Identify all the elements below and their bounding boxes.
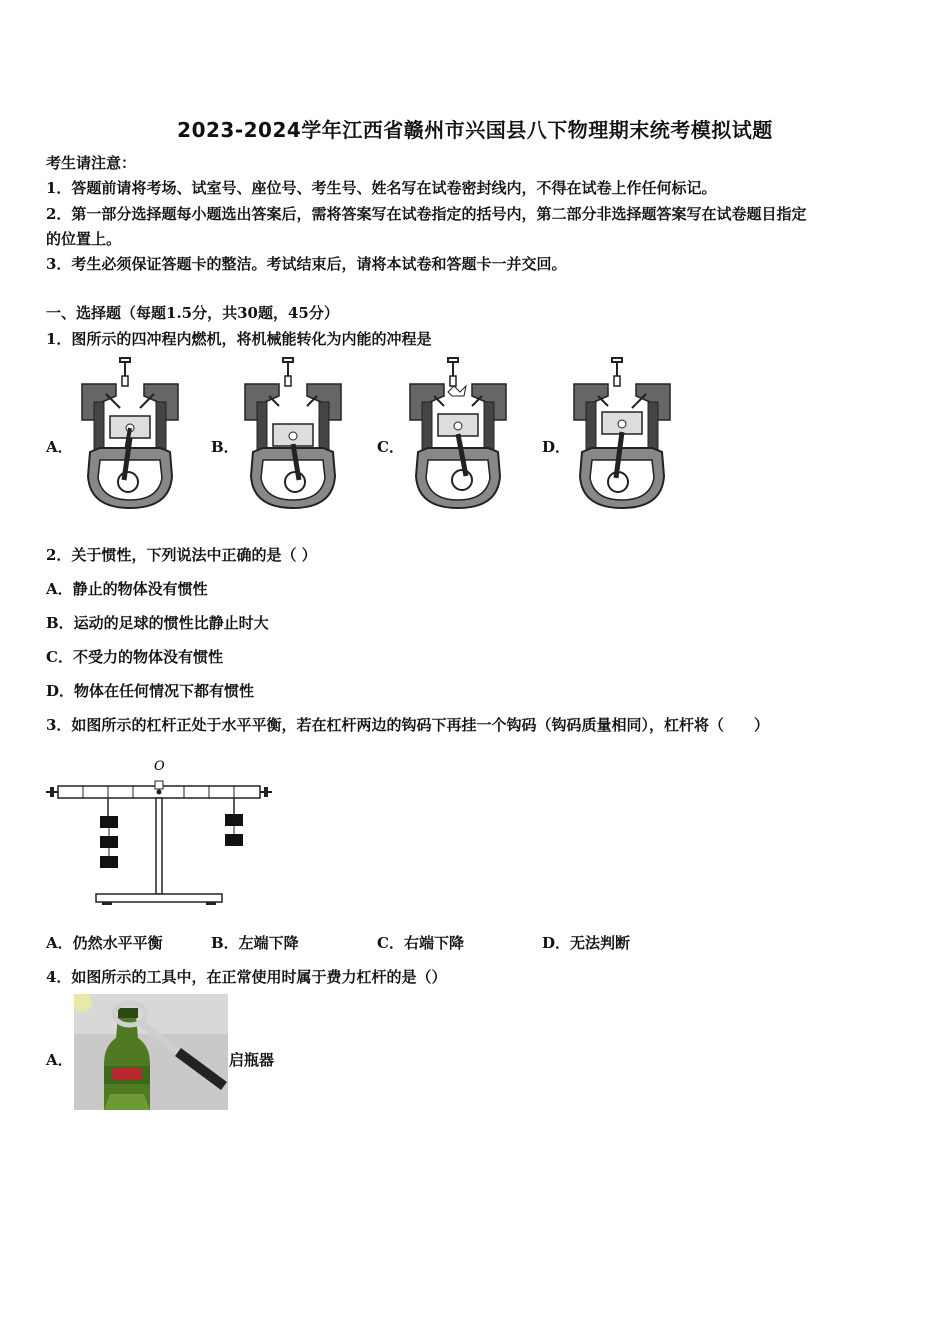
page-title: 2023-2024学年江西省赣州市兴国县八下物理期末统考模拟试题 [177,118,773,142]
engine-diagram-a [80,356,180,512]
q2-option-d: D．物体在任何情况下都有惯性 [46,682,255,700]
engine-diagram-d [572,356,672,512]
q2-option-b: B．运动的足球的惯性比静止时大 [46,614,269,632]
q1-option-b-label: B． [211,438,239,456]
question-3-stem: 3．如图所示的杠杆正处于水平平衡，若在杠杆两边的钩码下再挂一个钩码（钩码质量相同），杠杆将（ ） [46,716,769,734]
q2-option-c: C．不受力的物体没有惯性 [46,648,223,666]
q1-option-d-label: D． [542,438,571,456]
lever-diagram [44,756,274,908]
notice-heading: 考生请注意： [46,154,137,172]
section-heading: 一、选择题（每题1.5分，共30题，45分） [46,304,339,322]
bottle-opener-photo [74,994,228,1110]
engine-diagram-b [243,356,343,512]
notice-item: 3．考生必须保证答题卡的整洁。考试结束后，请将本试卷和答题卡一并交回。 [46,255,567,273]
notice-item: 2．第一部分选择题每小题选出答案后，需将答案写在试卷指定的括号内，第二部分非选择题答案写在试卷题目指定 [46,205,807,223]
q2-option-a: A．静止的物体没有惯性 [46,580,208,598]
notice-item: 1．答题前请将考场、试室号、座位号、考生号、姓名写在试卷密封线内，不得在试卷上作任何标记。 [46,179,717,197]
notice-item: 的位置上。 [46,230,122,248]
question-1-stem: 1．图所示的四冲程内燃机，将机械能转化为内能的冲程是 [46,330,432,348]
q4-option-a-label: A． [46,1051,73,1069]
q3-option-b: B．左端下降 [211,934,299,952]
q4-option-a-caption: 启瓶器 [229,1051,275,1069]
q3-option-c: C．右端下降 [377,934,464,952]
engine-diagram-c [408,356,508,512]
q3-option-a: A．仍然水平平衡 [46,934,163,952]
q3-option-d: D．无法判断 [542,934,631,952]
pivot-label: O [154,759,165,774]
question-4-stem: 4．如图所示的工具中，在正常使用时属于费力杠杆的是（） [46,968,447,986]
q1-option-a-label: A． [46,438,73,456]
question-2-stem: 2．关于惯性，下列说法中正确的是（ ） [46,546,317,564]
q1-option-c-label: C． [377,438,404,456]
